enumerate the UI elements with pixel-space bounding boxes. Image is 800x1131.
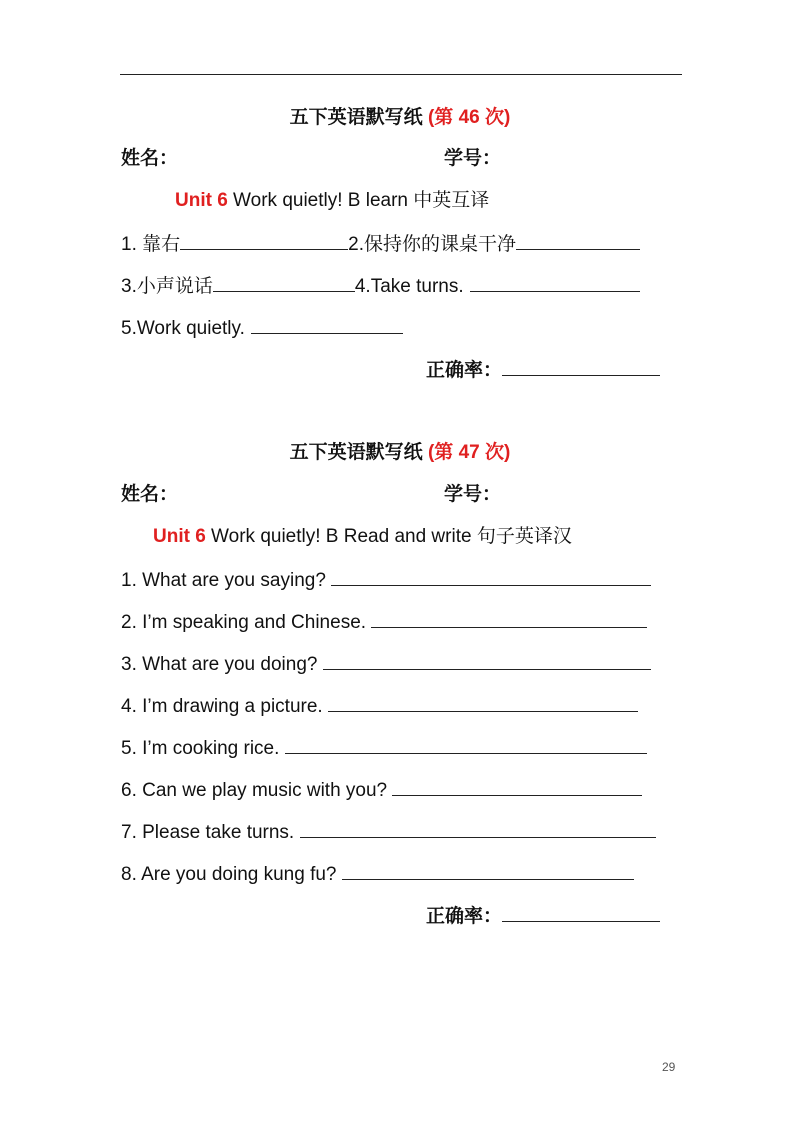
question-5: 5.Work quietly. <box>121 315 403 341</box>
sentence-8: 8. Are you doing kung fu? <box>121 861 634 887</box>
answer-blank[interactable] <box>331 567 651 586</box>
question-1: 1. 靠右 2.保持你的课桌干净 <box>121 231 640 257</box>
unit-number: Unit 6 <box>153 526 206 547</box>
page-number: 29 <box>662 1060 676 1074</box>
title-count: (第 46 次) <box>427 107 511 128</box>
sentence-5: 5. I’m cooking rice. <box>121 735 647 761</box>
answer-blank[interactable] <box>213 273 355 292</box>
answer-blank[interactable] <box>392 777 642 796</box>
unit-heading <box>175 189 489 213</box>
accuracy-blank[interactable] <box>502 903 660 922</box>
unit-number: Unit 6 <box>175 190 228 211</box>
sentence-4: 4. I’m drawing a picture. <box>121 693 638 719</box>
answer-blank[interactable] <box>285 735 647 754</box>
title-text: 五下英语默写纸 <box>289 442 423 463</box>
sentence-7: 7. Please take turns. <box>121 819 656 845</box>
sentence-3: 3. What are you doing? <box>121 651 651 677</box>
question-3: 3.小声说话 4.Take turns. <box>121 273 640 299</box>
answer-blank[interactable] <box>180 231 348 250</box>
answer-blank[interactable] <box>323 651 651 670</box>
answer-blank[interactable] <box>251 315 403 334</box>
accuracy-47: 正确率： <box>426 903 660 929</box>
unit-title: Work quietly! B Read and write 句子英译汉 <box>205 526 572 547</box>
sentence-6: 6. Can we play music with you? <box>121 777 642 803</box>
sentence-1: 1. What are you saying? <box>121 567 651 593</box>
section-47-title <box>0 441 800 465</box>
answer-blank[interactable] <box>342 861 634 880</box>
student-id-label: 学号： <box>444 148 502 169</box>
title-count: (第 47 次) <box>427 442 511 463</box>
name-label: 姓名： <box>121 484 179 505</box>
section-46-title <box>0 106 800 130</box>
top-rule <box>120 74 682 75</box>
answer-blank[interactable] <box>300 819 656 838</box>
student-id-label: 学号： <box>444 484 502 505</box>
sentence-2: 2. I’m speaking and Chinese. <box>121 609 647 635</box>
answer-blank[interactable] <box>516 231 640 250</box>
answer-blank[interactable] <box>470 273 640 292</box>
answer-blank[interactable] <box>328 693 638 712</box>
accuracy-blank[interactable] <box>502 357 660 376</box>
name-label: 姓名： <box>121 148 179 169</box>
unit-heading <box>153 525 572 549</box>
title-text: 五下英语默写纸 <box>289 107 423 128</box>
accuracy-46: 正确率： <box>426 357 660 383</box>
answer-blank[interactable] <box>371 609 647 628</box>
unit-title: Work quietly! B learn 中英互译 <box>227 190 490 211</box>
